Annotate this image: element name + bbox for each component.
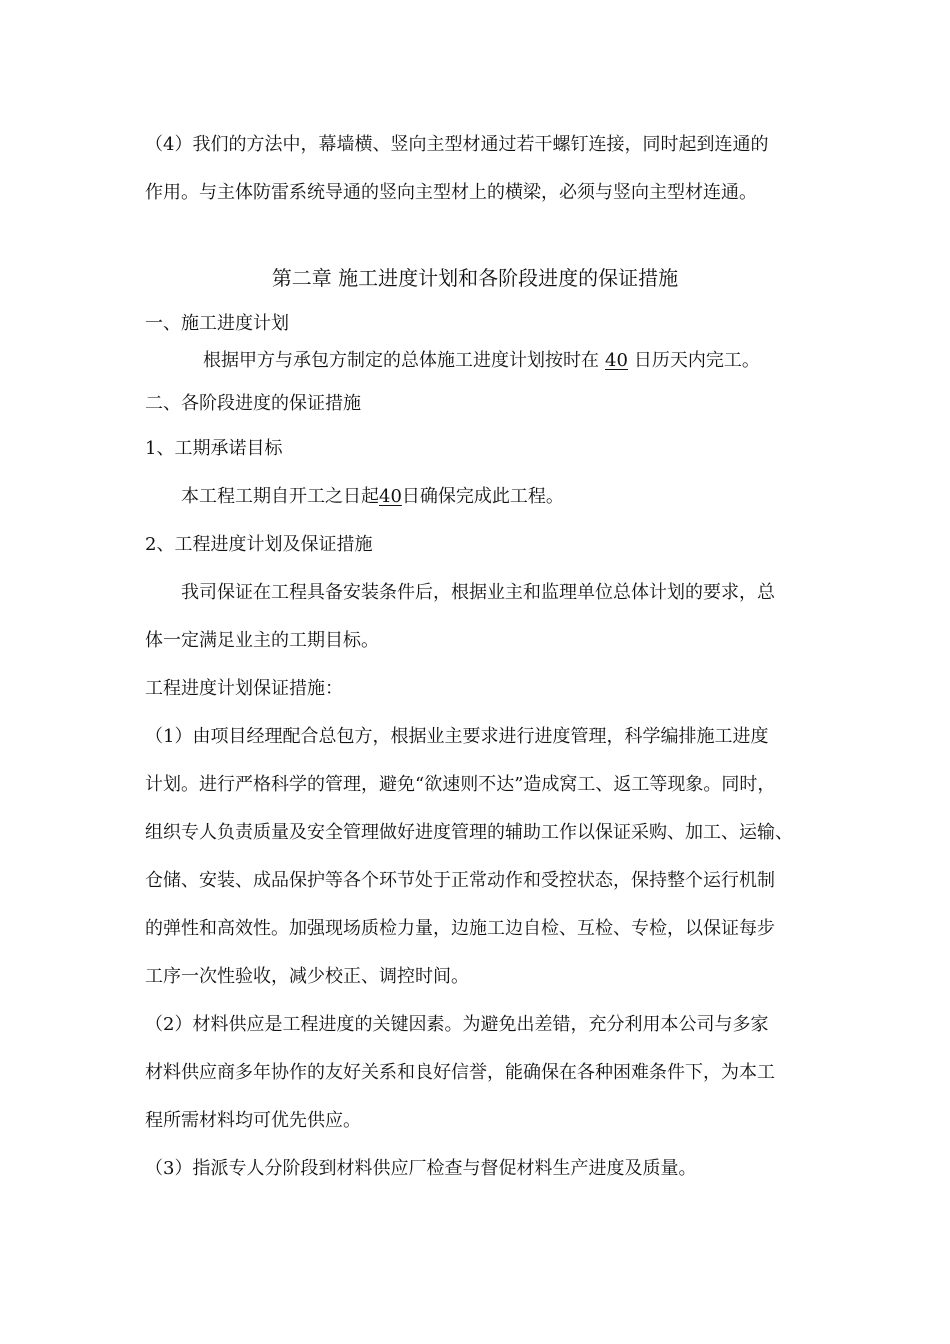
- measure-1-line-6: 工序一次性验收，减少校正、调控时间。: [145, 966, 469, 987]
- chapter-title: 第二章 施工进度计划和各阶段进度的保证措施: [271, 266, 679, 290]
- measure-1-line-2: 计划。进行严格科学的管理，避免“欲速则不达”造成窝工、返工等现象。同时，: [145, 774, 776, 795]
- subsection-2-paragraph-line-2: 体一定满足业主的工期目标。: [145, 630, 379, 651]
- subsection-1-text-before: 本工程工期自开工之日起: [181, 486, 379, 507]
- subsection-1-text-after: 日确保完成此工程。: [401, 486, 564, 507]
- section-1-heading: 一、施工进度计划: [145, 313, 289, 334]
- section-1-text-after: 日历天内完工。: [633, 350, 760, 371]
- subsection-1-heading: 1、工期承诺目标: [145, 438, 283, 459]
- subsection-2-paragraph-line-1: 我司保证在工程具备安装条件后，根据业主和监理单位总体计划的要求，总: [181, 582, 775, 603]
- measure-1-line-5: 的弹性和高效性。加强现场质检力量，边施工边自检、互检、专检，以保证每步: [145, 918, 775, 939]
- section-1-days: 40: [605, 350, 628, 371]
- measure-1-line-3: 组织专人负责质量及安全管理做好进度管理的辅助工作以保证采购、加工、运输、: [145, 822, 793, 843]
- section-1-paragraph: [203, 349, 883, 373]
- measure-2-line-1: （2）材料供应是工程进度的关键因素。为避免出差错，充分利用本公司与多家: [145, 1014, 769, 1035]
- measure-2-line-3: 程所需材料均可优先供应。: [145, 1110, 361, 1131]
- measure-1-line-1: （1）由项目经理配合总包方，根据业主要求进行进度管理，科学编排施工进度: [145, 726, 769, 747]
- subsection-1-paragraph: [181, 485, 861, 509]
- measure-3-line-1: （3）指派专人分阶段到材料供应厂检查与督促材料生产进度及质量。: [145, 1158, 697, 1179]
- measure-1-line-4: 仓储、安装、成品保护等各个环节处于正常动作和受控状态，保持整个运行机制: [145, 870, 775, 891]
- section-1-text-before: 根据甲方与承包方制定的总体施工进度计划按时在: [203, 350, 599, 371]
- section-2-heading: 二、各阶段进度的保证措施: [145, 393, 361, 414]
- measure-2-line-2: 材料供应商多年协作的友好关系和良好信誉，能确保在各种困难条件下，为本工: [145, 1062, 775, 1083]
- paragraph-4-line-2: 作用。与主体防雷系统导通的竖向主型材上的横梁，必须与竖向主型材连通。: [145, 182, 757, 203]
- subsection-2-heading: 2、工程进度计划及保证措施: [145, 534, 373, 555]
- measures-label: 工程进度计划保证措施：: [145, 678, 343, 699]
- subsection-1-days: 40: [379, 486, 402, 507]
- paragraph-4-line-1: （4）我们的方法中，幕墙横、竖向主型材通过若干螺钉连接，同时起到连通的: [145, 134, 769, 155]
